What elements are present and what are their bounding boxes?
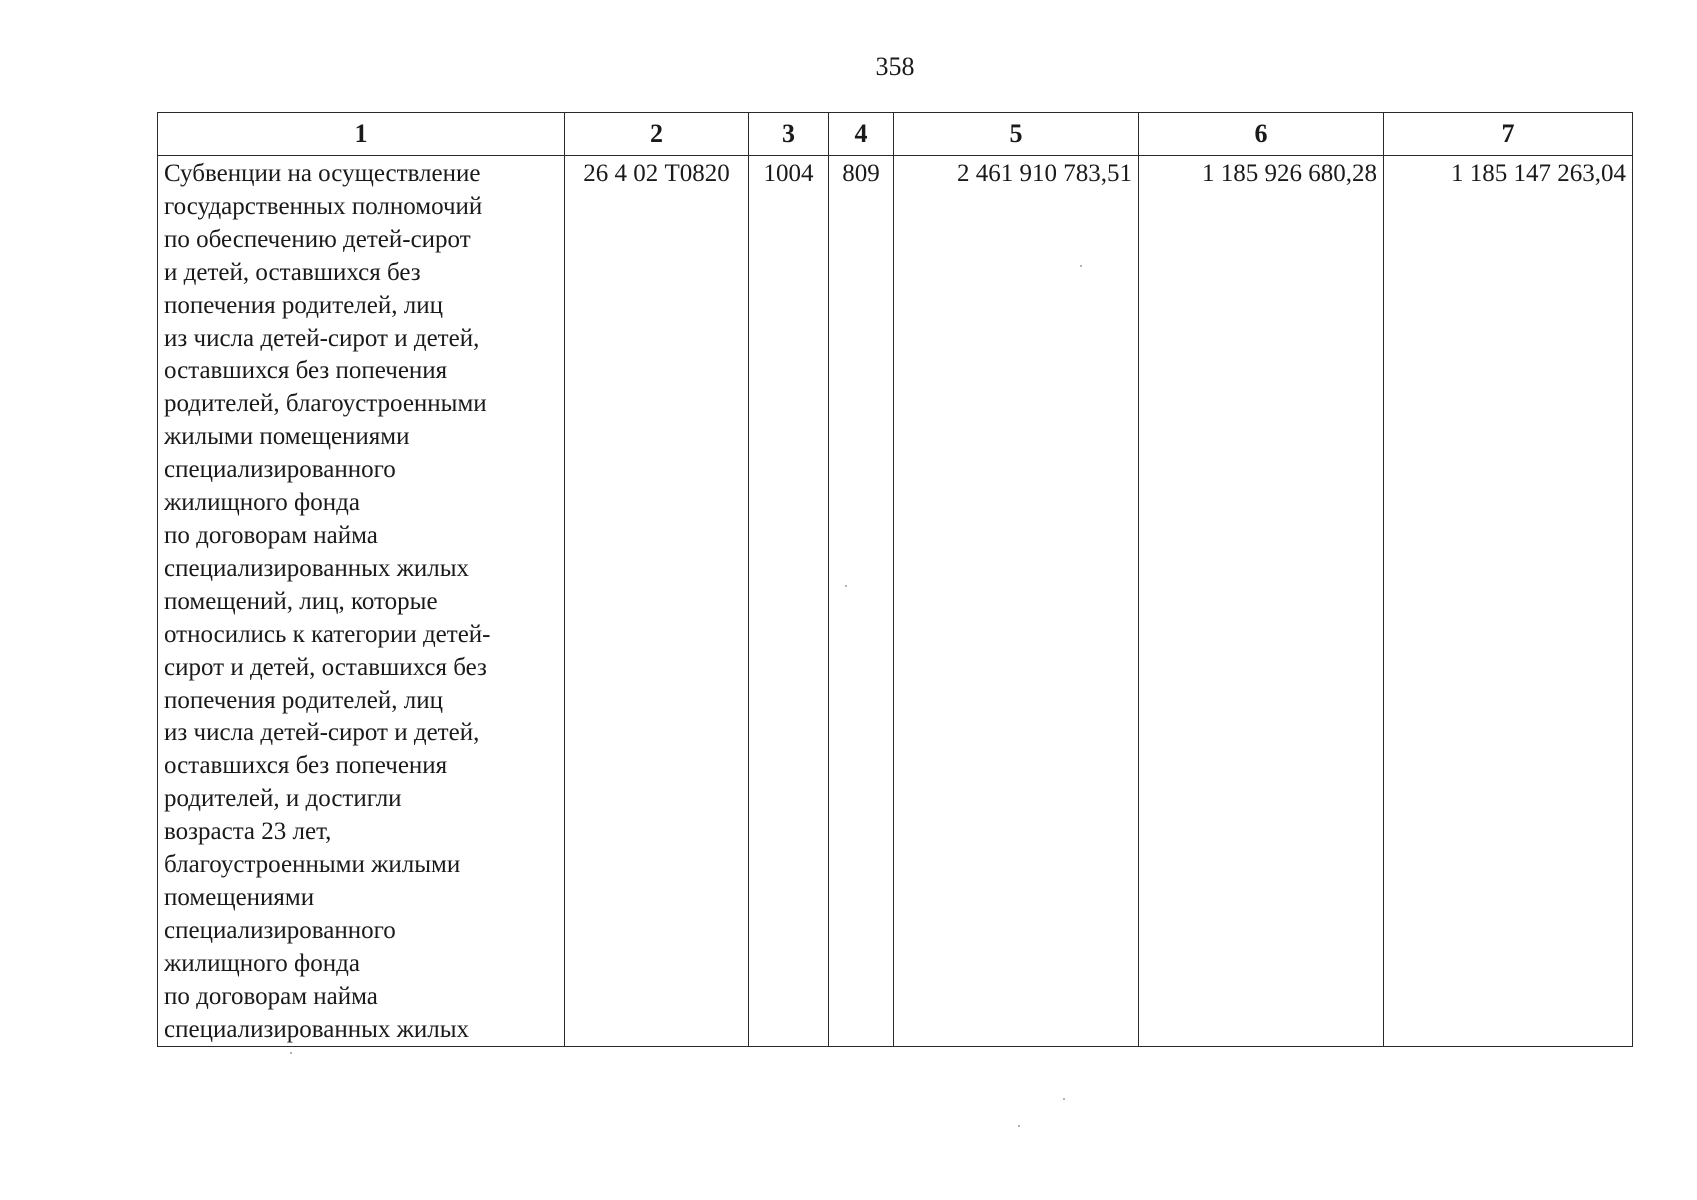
description-line: относились к категории детей- [164,620,491,648]
scan-speck [845,585,847,587]
description-line: и детей, оставшихся без [164,258,421,286]
description-line: по договорам найма [164,521,378,549]
description-line: попечения родителей, лиц [164,686,443,714]
scan-speck [290,1052,292,1054]
description-line: из числа детей-сирот и детей, [164,324,480,352]
description-line: из числа детей-сирот и детей, [164,719,480,747]
description-line: Субвенции на осуществление [164,160,481,187]
description-line: жилищного фонда [164,949,360,977]
amount-year1-cell: 2 461 910 783,51 [894,156,1139,1047]
description-line: оставшихся без попечения [164,357,448,385]
column-header-5: 5 [894,113,1139,156]
description-line: специализированного [164,456,396,484]
description-line: помещений, лиц, которые [164,587,438,615]
description-line: специализированного [164,916,396,944]
column-header-3: 3 [749,113,829,156]
scan-speck [1080,265,1082,267]
table-row [158,156,1633,1047]
department-code-cell: 809 [829,156,894,1047]
description-line: сирот и детей, оставшихся без [164,653,487,681]
description-cell [158,156,565,1047]
column-header-4: 4 [829,113,894,156]
description-line: по обеспечению детей-сирот [164,225,471,253]
description-line: оставшихся без попечения [164,752,448,780]
page-number: 358 [875,52,915,81]
description-line: государственных полномочий [164,192,483,220]
amount-year3-cell: 1 185 147 263,04 [1384,156,1633,1047]
scan-speck [1063,1098,1065,1100]
description-line: по договорам найма [164,982,378,1010]
column-header-6: 6 [1139,113,1384,156]
description-line: родителей, благоустроенными [164,390,487,418]
description-line: жилищного фонда [164,489,360,517]
column-header-2: 2 [565,113,749,156]
description-line: жилыми помещениями [164,423,410,451]
description-line: благоустроенными жилыми [164,851,461,879]
section-code-cell: 1004 [749,156,829,1047]
amount-year2-cell: 1 185 926 680,28 [1139,156,1384,1047]
description-line: попечения родителей, лиц [164,291,443,319]
header-row [158,113,1633,156]
scan-speck [1018,1125,1020,1127]
description-line: помещениями [164,883,315,911]
target-article-cell: 26 4 02 Т0820 [565,156,749,1047]
description-line: возраста 23 лет, [164,818,332,846]
description-line: родителей, и достигли [164,785,402,813]
budget-table [157,112,1633,1047]
column-header-1: 1 [158,113,565,156]
column-header-7: 7 [1384,113,1633,156]
description-line: специализированных жилых [164,554,470,582]
description-line: специализированных жилых [164,1015,470,1043]
